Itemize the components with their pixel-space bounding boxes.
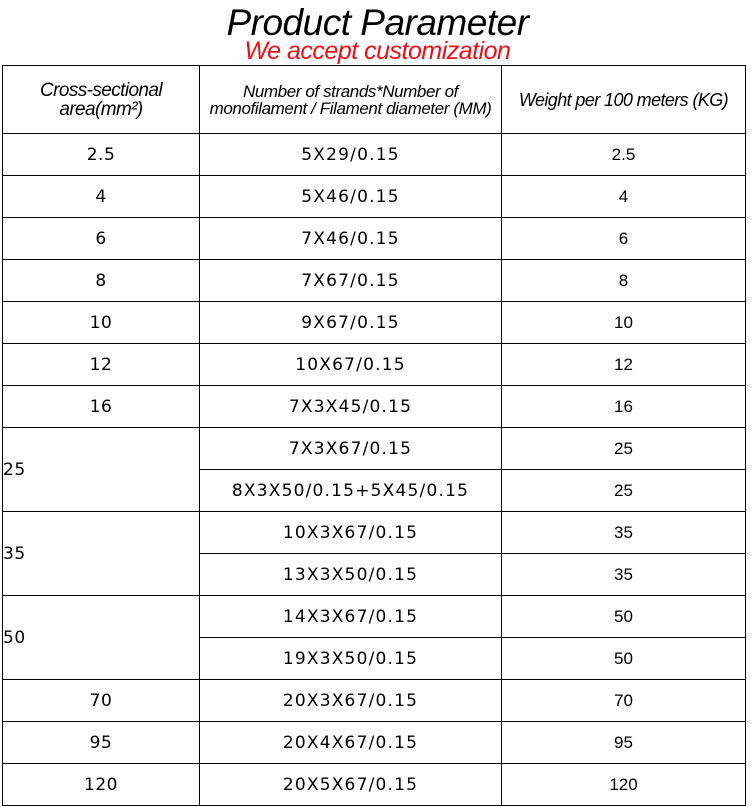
cell-area: 12 <box>3 344 200 386</box>
cell-weight: 120 <box>502 764 746 806</box>
cell-weight: 12 <box>502 344 746 386</box>
cell-area: 10 <box>3 302 200 344</box>
cell-weight: 50 <box>502 596 746 638</box>
cell-area: 16 <box>3 386 200 428</box>
cell-strands: 8X3X50/0.15+5X45/0.15 <box>200 470 502 512</box>
cell-strands: 20X3X67/0.15 <box>200 680 502 722</box>
cell-strands: 9X67/0.15 <box>200 302 502 344</box>
cell-strands: 19X3X50/0.15 <box>200 638 502 680</box>
page-title: Product Parameter <box>226 2 529 43</box>
column-header-area: Cross-sectional area(mm²) <box>3 66 200 134</box>
cell-strands: 14X3X67/0.15 <box>200 596 502 638</box>
cell-weight: 8 <box>502 260 746 302</box>
parameter-table <box>2 65 746 806</box>
table-row <box>3 764 746 806</box>
cell-area: 120 <box>3 764 200 806</box>
table-row <box>3 344 746 386</box>
cell-strands: 13X3X50/0.15 <box>200 554 502 596</box>
cell-area: 4 <box>3 176 200 218</box>
cell-area: 25 <box>3 428 200 512</box>
cell-weight: 95 <box>502 722 746 764</box>
page-subtitle: We accept customization <box>244 37 511 65</box>
cell-area: 95 <box>3 722 200 764</box>
cell-weight: 16 <box>502 386 746 428</box>
cell-strands: 7X3X45/0.15 <box>200 386 502 428</box>
cell-weight: 35 <box>502 554 746 596</box>
cell-weight: 25 <box>502 428 746 470</box>
cell-strands: 20X4X67/0.15 <box>200 722 502 764</box>
cell-weight: 10 <box>502 302 746 344</box>
cell-strands: 5X29/0.15 <box>200 134 502 176</box>
column-header-weight: Weight per 100 meters (KG) <box>502 66 746 134</box>
table-row <box>3 260 746 302</box>
cell-area: 2.5 <box>3 134 200 176</box>
cell-strands: 5X46/0.15 <box>200 176 502 218</box>
cell-weight: 35 <box>502 512 746 554</box>
table-row <box>3 722 746 764</box>
cell-weight: 50 <box>502 638 746 680</box>
cell-weight: 6 <box>502 218 746 260</box>
cell-area: 35 <box>3 512 200 596</box>
cell-area: 50 <box>3 596 200 680</box>
column-header-strands: Number of strands*Number of monofilament / Filament diameter (MM) <box>200 66 502 134</box>
cell-strands: 7X3X67/0.15 <box>200 428 502 470</box>
cell-area: 8 <box>3 260 200 302</box>
table-row <box>3 680 746 722</box>
table-row <box>3 512 746 554</box>
cell-weight: 4 <box>502 176 746 218</box>
table-row <box>3 176 746 218</box>
cell-strands: 20X5X67/0.15 <box>200 764 502 806</box>
cell-strands: 10X3X67/0.15 <box>200 512 502 554</box>
cell-area: 6 <box>3 218 200 260</box>
cell-weight: 2.5 <box>502 134 746 176</box>
table-body <box>3 134 746 806</box>
table-row <box>3 386 746 428</box>
table-row <box>3 302 746 344</box>
cell-strands: 10X67/0.15 <box>200 344 502 386</box>
table-row <box>3 134 746 176</box>
cell-area: 70 <box>3 680 200 722</box>
table-row <box>3 596 746 638</box>
table-row <box>3 428 746 470</box>
cell-strands: 7X46/0.15 <box>200 218 502 260</box>
table-row <box>3 218 746 260</box>
cell-strands: 7X67/0.15 <box>200 260 502 302</box>
cell-weight: 25 <box>502 470 746 512</box>
cell-weight: 70 <box>502 680 746 722</box>
table-header-row <box>3 66 746 134</box>
